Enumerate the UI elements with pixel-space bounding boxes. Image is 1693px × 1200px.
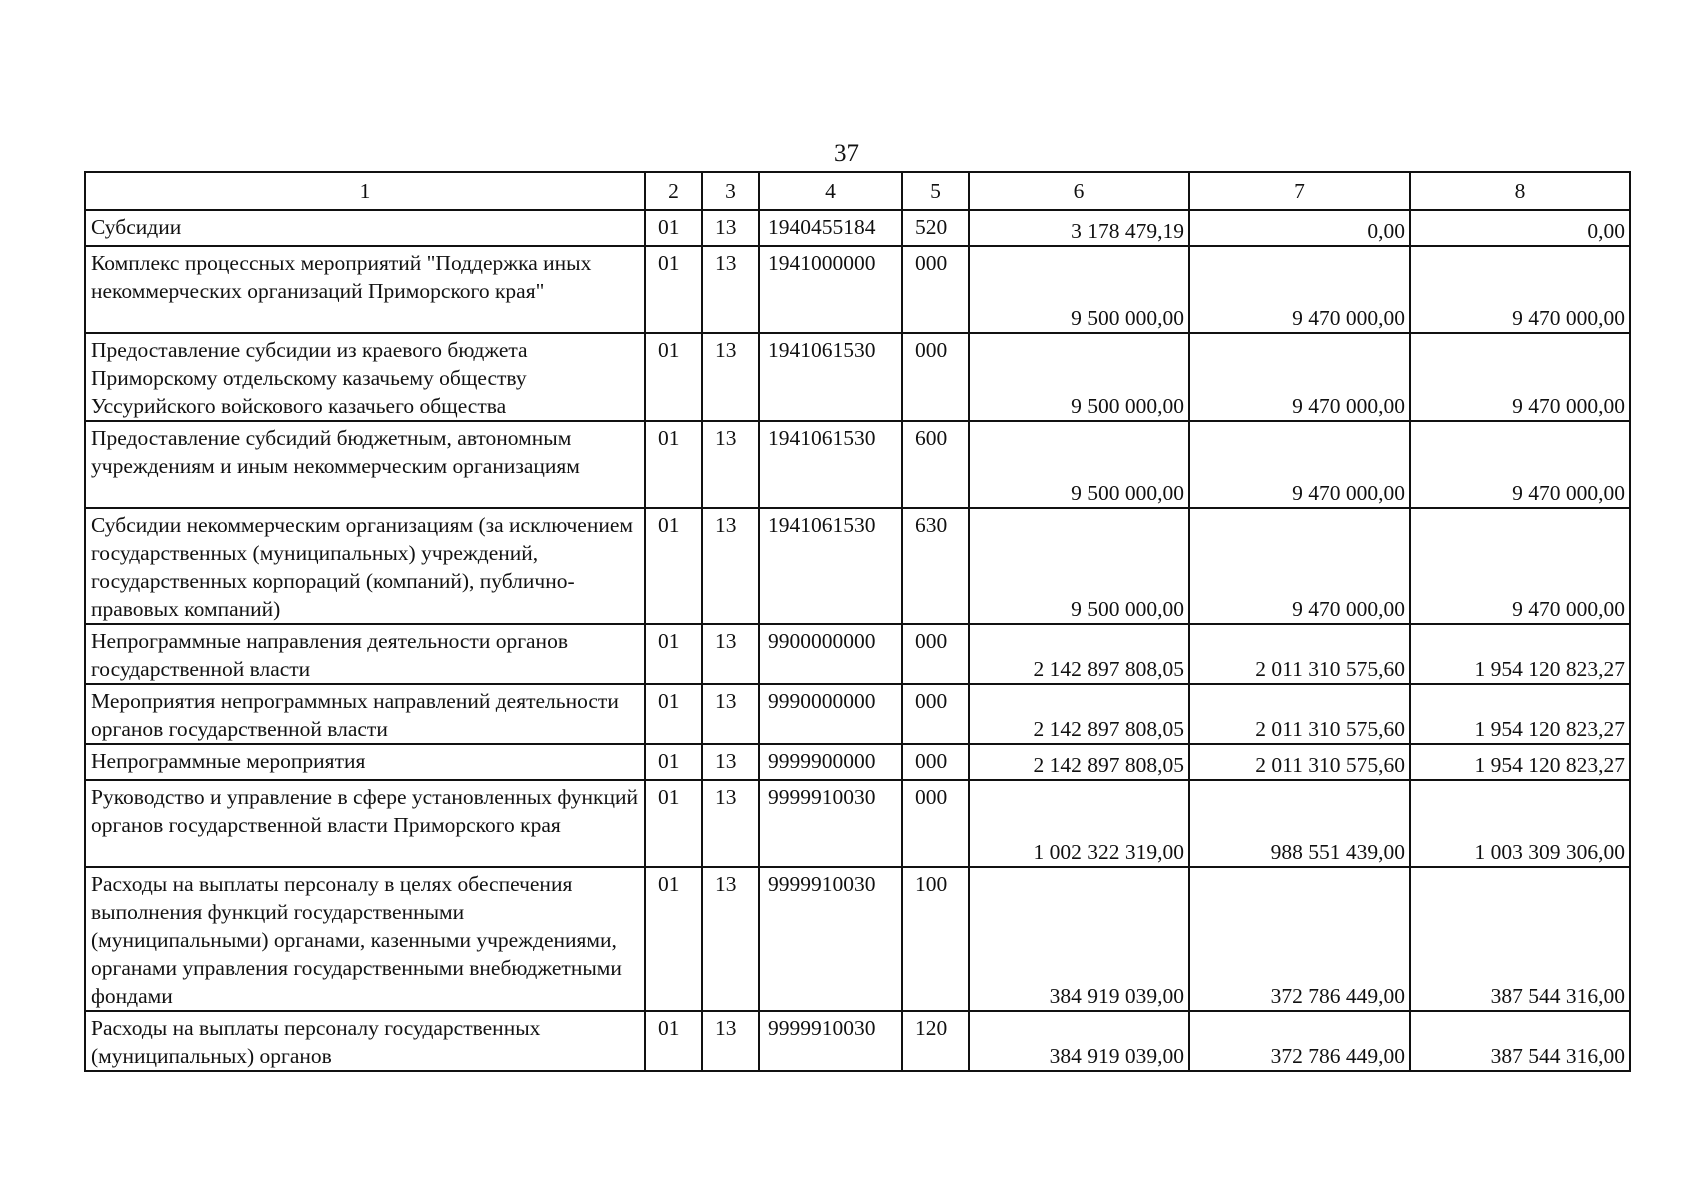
row-amount-6: 9 500 000,00 xyxy=(969,508,1189,624)
row-amount-6: 3 178 479,19 xyxy=(969,210,1189,246)
table-row xyxy=(85,744,1630,780)
row-amount-8: 1 954 120 823,27 xyxy=(1410,624,1630,684)
row-amount-7: 9 470 000,00 xyxy=(1189,508,1410,624)
row-target-article: 1941000000 xyxy=(759,246,902,333)
table-row xyxy=(85,684,1630,744)
row-subsection: 13 xyxy=(702,246,759,333)
row-amount-8: 9 470 000,00 xyxy=(1410,246,1630,333)
row-amount-7: 9 470 000,00 xyxy=(1189,421,1410,508)
row-section: 01 xyxy=(645,684,702,744)
row-amount-8: 9 470 000,00 xyxy=(1410,508,1630,624)
row-subsection: 13 xyxy=(702,1011,759,1071)
header-col-4: 4 xyxy=(759,172,902,210)
row-expense-type: 000 xyxy=(902,780,969,867)
row-amount-6: 1 002 322 319,00 xyxy=(969,780,1189,867)
table-row xyxy=(85,508,1630,624)
row-name: Расходы на выплаты персоналу в целях обеспечения выполнения функций государственными (муниципальными) органами, казенными учреждениями, органами управления государственными внебюджетными фондами xyxy=(85,867,645,1011)
row-section: 01 xyxy=(645,867,702,1011)
header-col-1: 1 xyxy=(85,172,645,210)
row-amount-7: 2 011 310 575,60 xyxy=(1189,744,1410,780)
row-amount-7: 988 551 439,00 xyxy=(1189,780,1410,867)
row-target-article: 1941061530 xyxy=(759,508,902,624)
row-amount-8: 0,00 xyxy=(1410,210,1630,246)
row-subsection: 13 xyxy=(702,744,759,780)
row-subsection: 13 xyxy=(702,624,759,684)
row-amount-6: 9 500 000,00 xyxy=(969,246,1189,333)
table-row xyxy=(85,246,1630,333)
row-subsection: 13 xyxy=(702,780,759,867)
row-name: Субсидии xyxy=(85,210,645,246)
header-col-5: 5 xyxy=(902,172,969,210)
row-expense-type: 100 xyxy=(902,867,969,1011)
row-name: Расходы на выплаты персоналу государственных (муниципальных) органов xyxy=(85,1011,645,1071)
row-name: Субсидии некоммерческим организациям (за исключением государственных (муниципальных) учреждений, государственных корпораций (компаний), публично-правовых компаний) xyxy=(85,508,645,624)
row-amount-6: 384 919 039,00 xyxy=(969,867,1189,1011)
row-name: Предоставление субсидий бюджетным, автономным учреждениям и иным некоммерческим организациям xyxy=(85,421,645,508)
row-name: Мероприятия непрограммных направлений деятельности органов государственной власти xyxy=(85,684,645,744)
row-name: Непрограммные направления деятельности органов государственной власти xyxy=(85,624,645,684)
row-section: 01 xyxy=(645,246,702,333)
row-amount-6: 384 919 039,00 xyxy=(969,1011,1189,1071)
row-subsection: 13 xyxy=(702,508,759,624)
row-subsection: 13 xyxy=(702,684,759,744)
header-col-7: 7 xyxy=(1189,172,1410,210)
row-subsection: 13 xyxy=(702,421,759,508)
row-expense-type: 630 xyxy=(902,508,969,624)
page-number: 37 xyxy=(834,140,859,167)
table-row xyxy=(85,867,1630,1011)
row-subsection: 13 xyxy=(702,210,759,246)
row-amount-8: 1 003 309 306,00 xyxy=(1410,780,1630,867)
row-name: Комплекс процессных мероприятий "Поддержка иных некоммерческих организаций Приморского края" xyxy=(85,246,645,333)
row-amount-8: 1 954 120 823,27 xyxy=(1410,684,1630,744)
row-expense-type: 000 xyxy=(902,684,969,744)
row-section: 01 xyxy=(645,1011,702,1071)
table-row xyxy=(85,421,1630,508)
row-section: 01 xyxy=(645,624,702,684)
row-expense-type: 000 xyxy=(902,744,969,780)
row-amount-6: 2 142 897 808,05 xyxy=(969,744,1189,780)
row-subsection: 13 xyxy=(702,333,759,421)
row-expense-type: 000 xyxy=(902,624,969,684)
header-col-8: 8 xyxy=(1410,172,1630,210)
header-col-6: 6 xyxy=(969,172,1189,210)
row-section: 01 xyxy=(645,744,702,780)
row-amount-7: 9 470 000,00 xyxy=(1189,246,1410,333)
row-name: Руководство и управление в сфере установленных функций органов государственной власти Приморского края xyxy=(85,780,645,867)
row-amount-8: 9 470 000,00 xyxy=(1410,333,1630,421)
row-target-article: 9900000000 xyxy=(759,624,902,684)
row-target-article: 9999910030 xyxy=(759,780,902,867)
row-amount-7: 0,00 xyxy=(1189,210,1410,246)
row-target-article: 9999910030 xyxy=(759,867,902,1011)
header-col-3: 3 xyxy=(702,172,759,210)
row-amount-8: 387 544 316,00 xyxy=(1410,1011,1630,1071)
row-amount-6: 2 142 897 808,05 xyxy=(969,684,1189,744)
row-amount-8: 9 470 000,00 xyxy=(1410,421,1630,508)
row-target-article: 1941061530 xyxy=(759,421,902,508)
row-target-article: 9999900000 xyxy=(759,744,902,780)
row-amount-6: 9 500 000,00 xyxy=(969,421,1189,508)
row-amount-6: 9 500 000,00 xyxy=(969,333,1189,421)
row-section: 01 xyxy=(645,780,702,867)
row-expense-type: 000 xyxy=(902,333,969,421)
header-row xyxy=(85,172,1630,210)
table-row xyxy=(85,780,1630,867)
table-row xyxy=(85,1011,1630,1071)
row-expense-type: 600 xyxy=(902,421,969,508)
row-section: 01 xyxy=(645,333,702,421)
row-target-article: 1940455184 xyxy=(759,210,902,246)
row-section: 01 xyxy=(645,421,702,508)
row-amount-7: 2 011 310 575,60 xyxy=(1189,624,1410,684)
row-amount-8: 1 954 120 823,27 xyxy=(1410,744,1630,780)
row-name: Непрограммные мероприятия xyxy=(85,744,645,780)
row-target-article: 9999910030 xyxy=(759,1011,902,1071)
row-section: 01 xyxy=(645,210,702,246)
header-col-2: 2 xyxy=(645,172,702,210)
row-amount-6: 2 142 897 808,05 xyxy=(969,624,1189,684)
row-subsection: 13 xyxy=(702,867,759,1011)
table-row xyxy=(85,210,1630,246)
row-expense-type: 000 xyxy=(902,246,969,333)
budget-table xyxy=(84,171,1631,1072)
row-name: Предоставление субсидии из краевого бюджета Приморскому отдельскому казачьему обществу Уссурийского войскового казачьего общества xyxy=(85,333,645,421)
table-row xyxy=(85,624,1630,684)
row-expense-type: 120 xyxy=(902,1011,969,1071)
row-amount-7: 2 011 310 575,60 xyxy=(1189,684,1410,744)
table-row xyxy=(85,333,1630,421)
row-section: 01 xyxy=(645,508,702,624)
row-expense-type: 520 xyxy=(902,210,969,246)
row-amount-8: 387 544 316,00 xyxy=(1410,867,1630,1011)
row-target-article: 1941061530 xyxy=(759,333,902,421)
row-amount-7: 372 786 449,00 xyxy=(1189,1011,1410,1071)
row-amount-7: 372 786 449,00 xyxy=(1189,867,1410,1011)
row-target-article: 9990000000 xyxy=(759,684,902,744)
row-amount-7: 9 470 000,00 xyxy=(1189,333,1410,421)
